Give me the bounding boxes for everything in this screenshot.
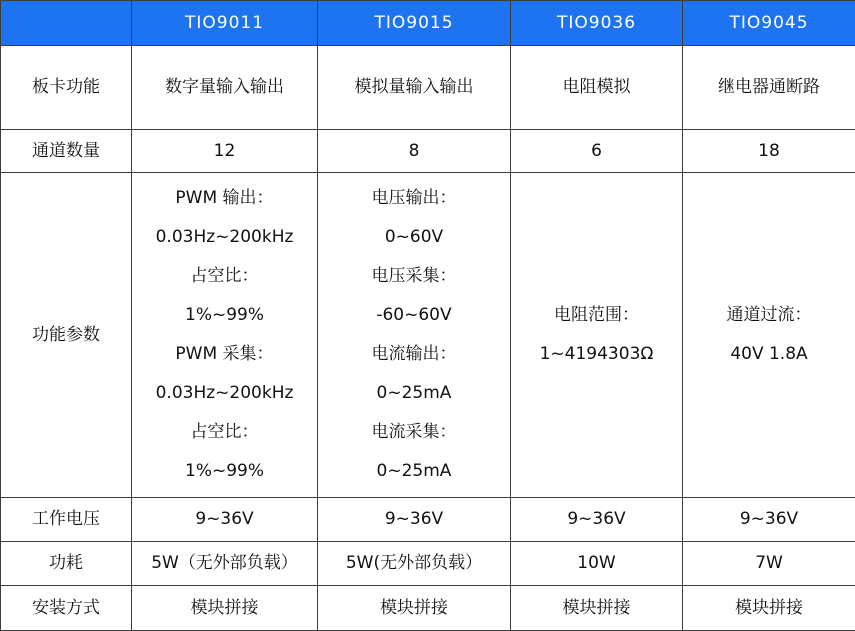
header-col-1: TIO9011 xyxy=(132,1,318,46)
param-line: 占空比： xyxy=(191,257,259,296)
cell-function-4: 继电器通断路 xyxy=(683,46,855,130)
param-line: 1~4194303Ω xyxy=(540,335,654,374)
param-line: PWM 采集： xyxy=(175,335,273,374)
cell-voltage-1: 9~36V xyxy=(132,498,318,542)
cell-channels-4: 18 xyxy=(683,130,855,173)
cell-voltage-2: 9~36V xyxy=(318,498,511,542)
row-label-mounting: 安装方式 xyxy=(1,586,132,631)
param-line: 电流采集： xyxy=(372,413,457,452)
row-label-power: 功耗 xyxy=(1,542,132,586)
cell-params-2 xyxy=(318,173,511,498)
param-line: 1%~99% xyxy=(185,296,264,335)
header-col-2: TIO9015 xyxy=(318,1,511,46)
cell-power-2: 5W(无外部负载） xyxy=(318,542,511,586)
cell-channels-2: 8 xyxy=(318,130,511,173)
cell-power-3: 10W xyxy=(511,542,683,586)
param-line: 0~25mA xyxy=(377,374,452,413)
param-line: 通道过流： xyxy=(727,296,812,335)
row-label-voltage: 工作电压 xyxy=(1,498,132,542)
param-line: 电压采集： xyxy=(372,257,457,296)
row-label-params: 功能参数 xyxy=(1,173,132,498)
cell-function-3: 电阻模拟 xyxy=(511,46,683,130)
cell-power-4: 7W xyxy=(683,542,855,586)
cell-mounting-1: 模块拼接 xyxy=(132,586,318,631)
param-line: -60~60V xyxy=(376,296,451,335)
row-label-function: 板卡功能 xyxy=(1,46,132,130)
cell-channels-3: 6 xyxy=(511,130,683,173)
cell-function-1: 数字量输入输出 xyxy=(132,46,318,130)
header-col-4: TIO9045 xyxy=(683,1,855,46)
param-line: 1%~99% xyxy=(185,452,264,491)
cell-channels-1: 12 xyxy=(132,130,318,173)
param-line: 40V 1.8A xyxy=(730,335,807,374)
param-line: 占空比： xyxy=(191,413,259,452)
cell-voltage-3: 9~36V xyxy=(511,498,683,542)
header-row xyxy=(1,1,855,46)
cell-mounting-2: 模块拼接 xyxy=(318,586,511,631)
param-line: 0~60V xyxy=(385,218,443,257)
header-corner xyxy=(1,1,132,46)
row-label-channels: 通道数量 xyxy=(1,130,132,173)
param-line: PWM 输出： xyxy=(175,179,273,218)
param-line: 0.03Hz~200kHz xyxy=(156,374,294,413)
cell-params-1 xyxy=(132,173,318,498)
param-line: 0.03Hz~200kHz xyxy=(156,218,294,257)
cell-params-3 xyxy=(511,173,683,498)
cell-mounting-4: 模块拼接 xyxy=(683,586,855,631)
cell-function-2: 模拟量输入输出 xyxy=(318,46,511,130)
cell-mounting-3: 模块拼接 xyxy=(511,586,683,631)
row-voltage xyxy=(1,498,855,542)
param-line: 0~25mA xyxy=(377,452,452,491)
row-params xyxy=(1,173,855,498)
param-line: 电流输出： xyxy=(372,335,457,374)
cell-voltage-4: 9~36V xyxy=(683,498,855,542)
row-function xyxy=(1,46,855,130)
header-col-3: TIO9036 xyxy=(511,1,683,46)
row-power xyxy=(1,542,855,586)
param-line: 电阻范围： xyxy=(554,296,639,335)
cell-power-1: 5W（无外部负载） xyxy=(132,542,318,586)
cell-params-4 xyxy=(683,173,855,498)
param-line: 电压输出： xyxy=(372,179,457,218)
row-channels xyxy=(1,130,855,173)
row-mounting xyxy=(1,586,855,631)
